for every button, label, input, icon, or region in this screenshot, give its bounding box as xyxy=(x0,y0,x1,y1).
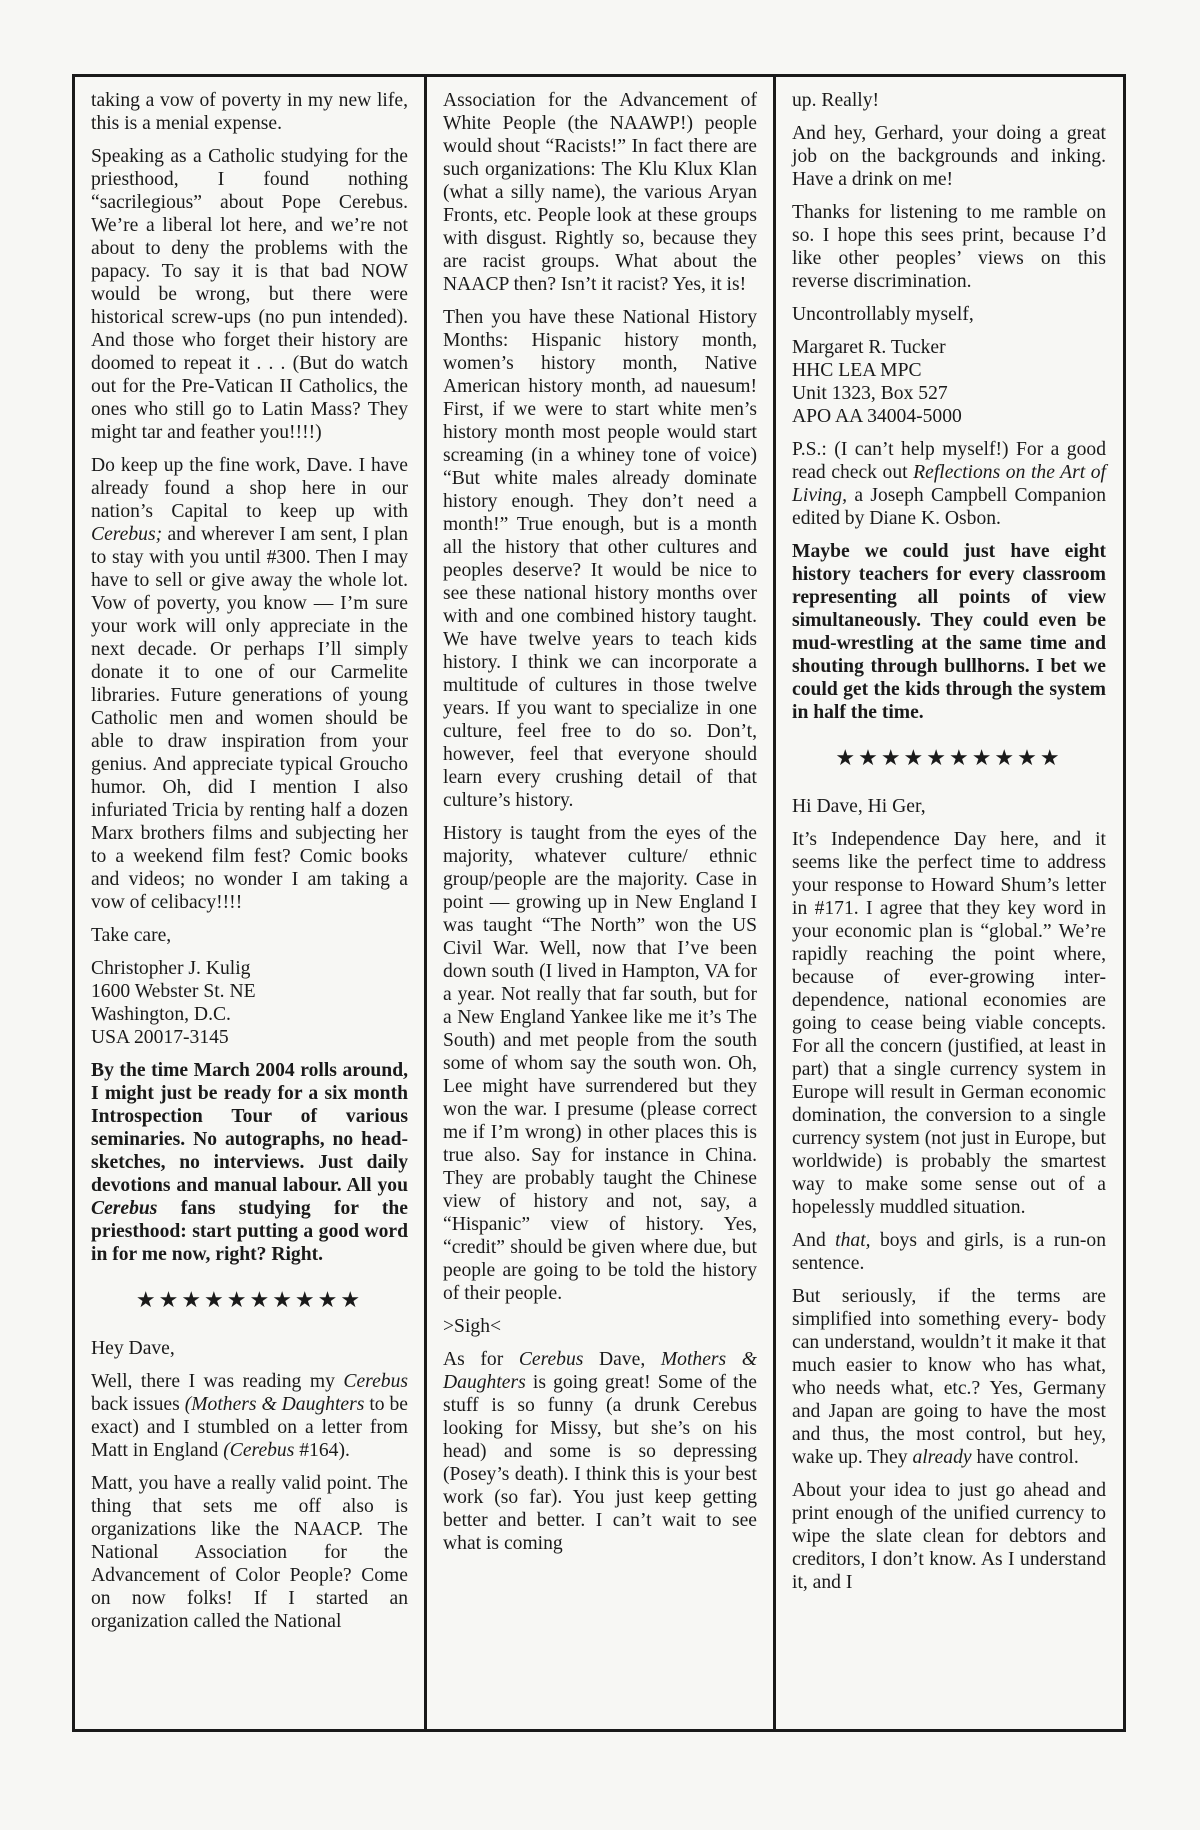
letter-paragraph: Matt, you have a really valid point. The thing that sets me off also is organizations like the NAACP. The National Association for the Advancement of Color People? Come on now folks! If I started an organization called the National xyxy=(91,1473,408,1632)
editor-reply: Maybe we could just have eight history teachers for every classroom representing all points of view simultaneously. They could even be mud-wrestling at the same time and shouting through bullhorns. I bet we could get the kids through the system in half the time. xyxy=(792,541,1106,723)
signature-address xyxy=(792,336,1106,428)
italic-title: Mothers & Daughters xyxy=(443,1349,757,1393)
letter-paragraph xyxy=(443,1348,757,1555)
address-line: USA 20017-3145 xyxy=(91,1027,229,1048)
italic-title: Cerebus xyxy=(518,1349,584,1370)
letter-paragraph: taking a vow of poverty in my new life, this is a menial expense. xyxy=(91,90,408,134)
text-run: As for xyxy=(443,1349,519,1370)
text-run: boys and girls, is a run-on sentence. xyxy=(792,1230,1106,1274)
letter-paragraph: up. Really! xyxy=(792,90,880,111)
letter-paragraph xyxy=(792,1285,1106,1469)
italic-word: already xyxy=(912,1447,972,1468)
italic-title: Cerebus xyxy=(343,1371,408,1392)
letter-paragraph: Then you have these National History Months: Hispanic history month, women’s history month, Native American history month, ad nauesum! First, if we were to start white men’s history month most people would start screaming (in a whiney tone of voice) “But white males already dominate history enough. They don’t need a month!” True enough, but is a month all the history that other cultures and peoples deserve? It would be nice to see these national history months over with and one combined history taught. We have twelve years to teach kids history. I think we can incorporate a multitude of cultures in those twelve years. If you want to specialize in one culture, feel free to do so. Don’t, however, feel that everyone should learn every crushing detail of that culture’s history. xyxy=(443,307,757,811)
letter-paragraph: It’s Independence Day here, and it seems like the perfect time to address your response to Howard Shum’s letter in #171. I agree that they key word in your economic plan is “global.” We’re rapidly reaching the point where, because of ever-growing inter- dependence, national economies are going to cease being viable concepts. For all the concern (justified, at least in part) that a single currency system in Europe will result in German economic domination, the conversion to a single currency system (not just in Europe, but worldwide) is probably the smartest way to make some sense out of a hopelessly muddled situation. xyxy=(792,829,1106,1218)
letter-paragraph: Thanks for listening to me ramble on so. I hope this sees print, because I’d like other peoples’ views on this reverse discrimination. xyxy=(792,202,1106,292)
letter-paragraph: Speaking as a Catholic studying for the priesthood, I found nothing “sacrilegious” about Pope Cerebus. We’re a liberal lot here, and we’re not about to deny the problems with the papacy. To say it is that bad NOW would be wrong, but there were historical screw-ups (no pun intended). And those who forget their history are doomed to repeat it . . . (But do watch out for the Pre-Vatican II Catholics, the ones who still go to Latin Mass? They might tar and feather you!!!!) xyxy=(91,146,408,443)
star-divider: ★★★★★★★★★★ xyxy=(835,746,1063,771)
text-run: But seriously, if the terms are simplified into something every- body can understand, wouldn’t it make it that much easier to know who has what, who needs what, etc.? Yes, Germany and Japan are going to have the most and thus, the most control, but hey, wake up. They xyxy=(792,1286,1106,1468)
letter-paragraph: >Sigh< xyxy=(443,1316,502,1337)
letter-closing: Take care, xyxy=(91,925,172,946)
address-line: HHC LEA MPC xyxy=(792,360,922,381)
italic-word: that, xyxy=(835,1230,871,1251)
letter-paragraph: Association for the Advancement of White People (the NAAWP!) people would shout “Racists!” In fact there are such organizations: The Klu Klux Klan (what a silly name), the various Aryan Fronts, etc. People look at these groups with disgust. Rightly so, because they are racist groups. What about the NAACP then? Isn’t it racist? Yes, it is! xyxy=(443,90,757,295)
text-run: is going great! Some of the stuff is so funny (a drunk Cerebus looking for Missy, but she’s on his head) and some is so depressing (Posey’s death). I think this is your best work (so far). You just keep getting better and better. I can’t wait to see what is coming xyxy=(443,1372,757,1554)
italic-title: Reflections on the Art of Living, xyxy=(792,462,1106,506)
column-left xyxy=(75,77,424,1729)
column-middle xyxy=(424,77,773,1729)
address-line: Washington, D.C. xyxy=(91,1004,231,1025)
italic-title: Cerebus xyxy=(91,1198,158,1219)
editor-reply xyxy=(91,1059,408,1266)
postscript xyxy=(792,438,1106,530)
italic-title: (Mothers & Daughters xyxy=(184,1394,365,1415)
text-run: have control. xyxy=(971,1447,1079,1468)
address-line: 1600 Webster St. NE xyxy=(91,981,256,1002)
text-run: Do keep up the fine work, Dave. I have already found a shop here in our nation’s Capital to keep up with xyxy=(91,455,408,522)
text-run: #164). xyxy=(294,1440,350,1461)
signature-name: Christopher J. Kulig xyxy=(91,958,251,979)
letter-paragraph: History is taught from the eyes of the majority, whatever culture/ ethnic group/people are the majority. Case in point — growing up in New England I was taught “The North” won the US Civil War. Well, now that I’ve been down south (I lived in Hampton, VA for a year. Not really that far south, but for a New England Yankee like me it’s The South) and met people from the south some of whom say the south won. Oh, Lee might have surrendered but they won the war. I presume (please correct me if I’m wrong) in other places this is true also. Say for instance in China. They are probably taught the Chinese view of history and not, say, a “Hispanic” view of history. Yes, “credit” should be given where due, but people are going to be told the history of their people. xyxy=(443,823,757,1304)
italic-title: Cerebus; xyxy=(91,524,163,545)
letter-paragraph xyxy=(91,454,408,914)
column-right xyxy=(773,77,1122,1729)
signature-name: Margaret R. Tucker xyxy=(792,337,946,358)
text-run: fans studying for the priesthood: start putting a good word in for me now, right? Right. xyxy=(91,1198,408,1265)
text-run: back issues xyxy=(91,1394,185,1415)
star-divider: ★★★★★★★★★★ xyxy=(135,1288,364,1313)
italic-title: (Cerebus xyxy=(223,1440,295,1461)
letters-page xyxy=(72,74,1126,1732)
letter-closing: Uncontrollably myself, xyxy=(792,304,974,325)
letter-paragraph xyxy=(91,1370,408,1462)
address-line: APO AA 34004-5000 xyxy=(792,406,962,427)
letter-paragraph xyxy=(792,1229,1106,1275)
text-run: to be exact) and I stumbled on a letter from Matt in England xyxy=(91,1394,408,1461)
text-run: Dave, xyxy=(583,1349,661,1370)
text-run: By the time March 2004 rolls around, I might just be ready for a six month Introspection Tour of various seminaries. No autographs, no head-sketches, no interviews. Just daily devotions and manual labour. All you xyxy=(91,1060,408,1196)
address-line: Unit 1323, Box 527 xyxy=(792,383,948,404)
text-run: and wherever I am sent, I plan to stay with you until #300. Then I may have to sell or give away the whole lot. Vow of poverty, you know — I’m sure your work will only appreciate in the next decade. Or perhaps I’ll simply donate it to one of our Carmelite libraries. Future generations of young Catholic men and women should be able to draw inspiration from your genius. And appreciate typical Groucho humor. Oh, did I mention I also infuriated Tricia by renting half a dozen Marx brothers films and subjecting her to a weekend film fest? Comic books and videos; no wonder I am taking a vow of celibacy!!!! xyxy=(91,524,408,913)
letter-greeting: Hi Dave, Hi Ger, xyxy=(792,796,926,817)
signature-address xyxy=(91,957,408,1049)
letter-greeting: Hey Dave, xyxy=(91,1338,175,1359)
letter-paragraph: And hey, Gerhard, your doing a great job on the backgrounds and inking. Have a drink on me! xyxy=(792,123,1106,190)
letter-paragraph: About your idea to just go ahead and print enough of the unified currency to wipe the slate clean for debtors and creditors, I don’t know. As I understand it, and I xyxy=(792,1480,1106,1593)
text-run: a Joseph Campbell Companion edited by Diane K. Osbon. xyxy=(792,485,1106,529)
text-run: P.S.: (I can’t help myself!) For a good read check out xyxy=(792,439,1106,483)
text-run: Well, there I was reading my xyxy=(91,1371,344,1392)
text-run: And xyxy=(792,1230,836,1251)
